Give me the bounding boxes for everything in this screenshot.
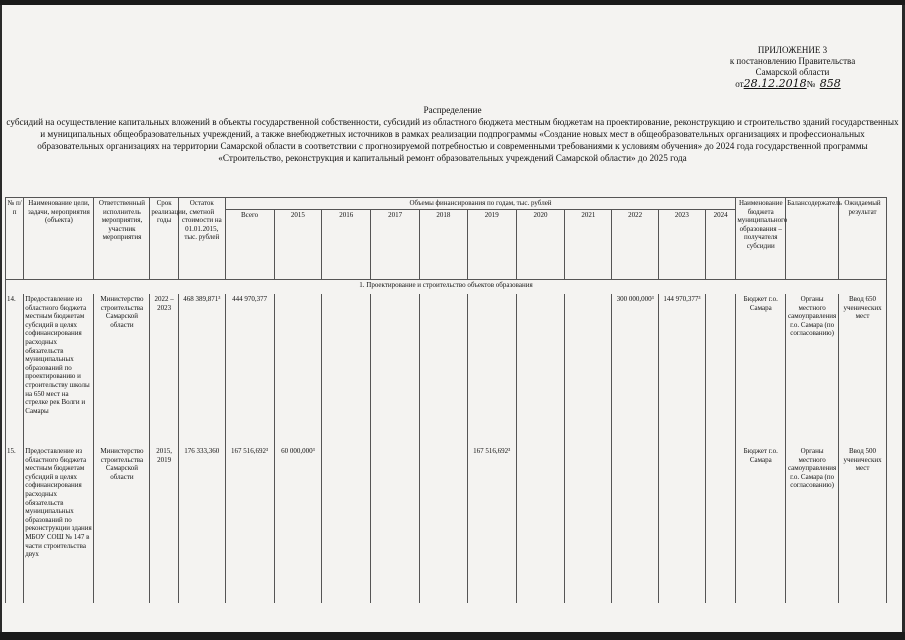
row-result: Ввод 500 ученических мест (839, 446, 887, 603)
row-y2015 (274, 294, 322, 446)
row-holder: Органы местного самоуправления г.о. Самара (по согласованию) (786, 294, 839, 446)
row-recipient: Бюджет г.о. Самара (736, 294, 786, 446)
header-year: 2021 (565, 210, 612, 280)
row-executor: Министерство строительства Самарской области (94, 294, 150, 446)
row-y2018 (419, 446, 467, 603)
handwritten-date: 28.12.2018 (743, 77, 807, 90)
table-row (6, 446, 887, 603)
header-holder: Балансодержатель (786, 198, 839, 280)
date-prefix: от (735, 79, 744, 89)
header-year: 2020 (516, 210, 565, 280)
scan-bottom-border (0, 632, 905, 640)
header-year: 2023 (659, 210, 706, 280)
section-row (6, 280, 887, 295)
header-year: 2017 (371, 210, 420, 280)
row-name: Предоставление из областного бюджета местным бюджетам субсидий в целях софинансирования расходных обязательств муниципальных образований по реконструкции здания МБОУ СОШ № 147 в части строительства двух (24, 446, 94, 603)
row-y2017 (371, 294, 420, 446)
title-body: субсидий на осуществление капитальных вложений в объекты государственной собственности, субсидий из областного бюджета местным бюджетам на проектирование, реконструкцию и строительство зданий государственных и муниципальных общеобразовательных учреждений, а также внебюджетных источников в рамках реализации подпрограммы «Создание новых мест в общеобразовательных организациях и профессиональных образовательных организациях на территории Самарской области в соответствии с прогнозируемой потребностью и современными требованиями к условиям обучения» до 2024 года государственной программы «Строительство, реконструкция и капитальный ремонт образовательных учреждений Самарской области» до 2025 года (6, 117, 899, 163)
row-total: 444 970,377 (225, 294, 274, 446)
row-y2022: 300 000,000³ (612, 294, 659, 446)
row-y2024 (705, 446, 736, 603)
appendix-title: ПРИЛОЖЕНИЕ 3 (757, 45, 828, 55)
row-y2019 (467, 294, 516, 446)
row-y2015: 60 000,000³ (274, 446, 322, 603)
header-recipient: Наименование бюджета муниципального образования – получателя субсидии (736, 198, 786, 280)
header-volumes: Объемы финансирования по годам, тыс. рублей (225, 198, 736, 210)
row-balance: 468 389,871³ (178, 294, 225, 446)
row-term: 2015, 2019 (150, 446, 178, 603)
appendix-region: Самарской области (755, 67, 830, 77)
row-y2020 (516, 294, 565, 446)
scan-top-border (0, 0, 905, 5)
section-title: 1. Проектирование и строительство объектов образования (6, 280, 887, 295)
header-year: 2022 (612, 210, 659, 280)
row-y2021 (565, 294, 612, 446)
row-y2019: 167 516,692³ (467, 446, 516, 603)
header-total: Всего (225, 210, 274, 280)
row-num: 15. (6, 446, 24, 603)
appendix-resolution: к постановлению Правительства (729, 56, 856, 66)
header-year: 2018 (419, 210, 467, 280)
header-year: 2016 (322, 210, 371, 280)
financing-table (5, 197, 887, 603)
table-row (6, 294, 887, 446)
row-term: 2022 – 2023 (150, 294, 178, 446)
header-year: 2015 (274, 210, 322, 280)
row-y2016 (322, 294, 371, 446)
row-name: Предоставление из областного бюджета местным бюджетам субсидий в целях софинансирования расходных обязательств муниципальных образований по проектированию и строительству школы на 650 мест на стрелке рек Волги и Самары (24, 294, 94, 446)
number-prefix: № (806, 79, 816, 89)
header-year: 2024 (705, 210, 736, 280)
row-y2023: 144 970,377³ (659, 294, 706, 446)
header-term: Срок реализации, годы (150, 198, 178, 280)
row-y2022 (612, 446, 659, 603)
row-y2020 (516, 446, 565, 603)
header-balance: Остаток сметной стоимости на 01.01.2015, тыс. рублей (178, 198, 225, 280)
row-executor: Министерство строительства Самарской области (94, 446, 150, 603)
header-year: 2019 (467, 210, 516, 280)
appendix-date-line (700, 78, 885, 90)
header-name: Наименование цели, задачи, мероприятия (объекта) (24, 198, 94, 280)
row-y2018 (419, 294, 467, 446)
scan-left-edge (0, 5, 2, 632)
row-y2023 (659, 446, 706, 603)
row-holder: Органы местного самоуправления г.о. Самара (по согласованию) (786, 446, 839, 603)
row-y2016 (322, 446, 371, 603)
row-total: 167 516,692³ (225, 446, 274, 603)
row-num: 14. (6, 294, 24, 446)
header-result: Ожидаемый результат (839, 198, 887, 280)
row-y2017 (371, 446, 420, 603)
row-y2024 (705, 294, 736, 446)
title-heading: Распределение (423, 105, 482, 115)
appendix-block (700, 45, 885, 90)
row-y2021 (565, 446, 612, 603)
row-balance: 176 333,360 (178, 446, 225, 603)
row-result: Ввод 650 ученических мест (839, 294, 887, 446)
header-num: № п/п (6, 198, 24, 280)
header-executor: Ответственный исполнитель мероприятия, участник мероприятия (94, 198, 150, 280)
row-recipient: Бюджет г.о. Самара (736, 446, 786, 603)
document-title (6, 104, 899, 164)
handwritten-number: 858 (819, 77, 841, 90)
